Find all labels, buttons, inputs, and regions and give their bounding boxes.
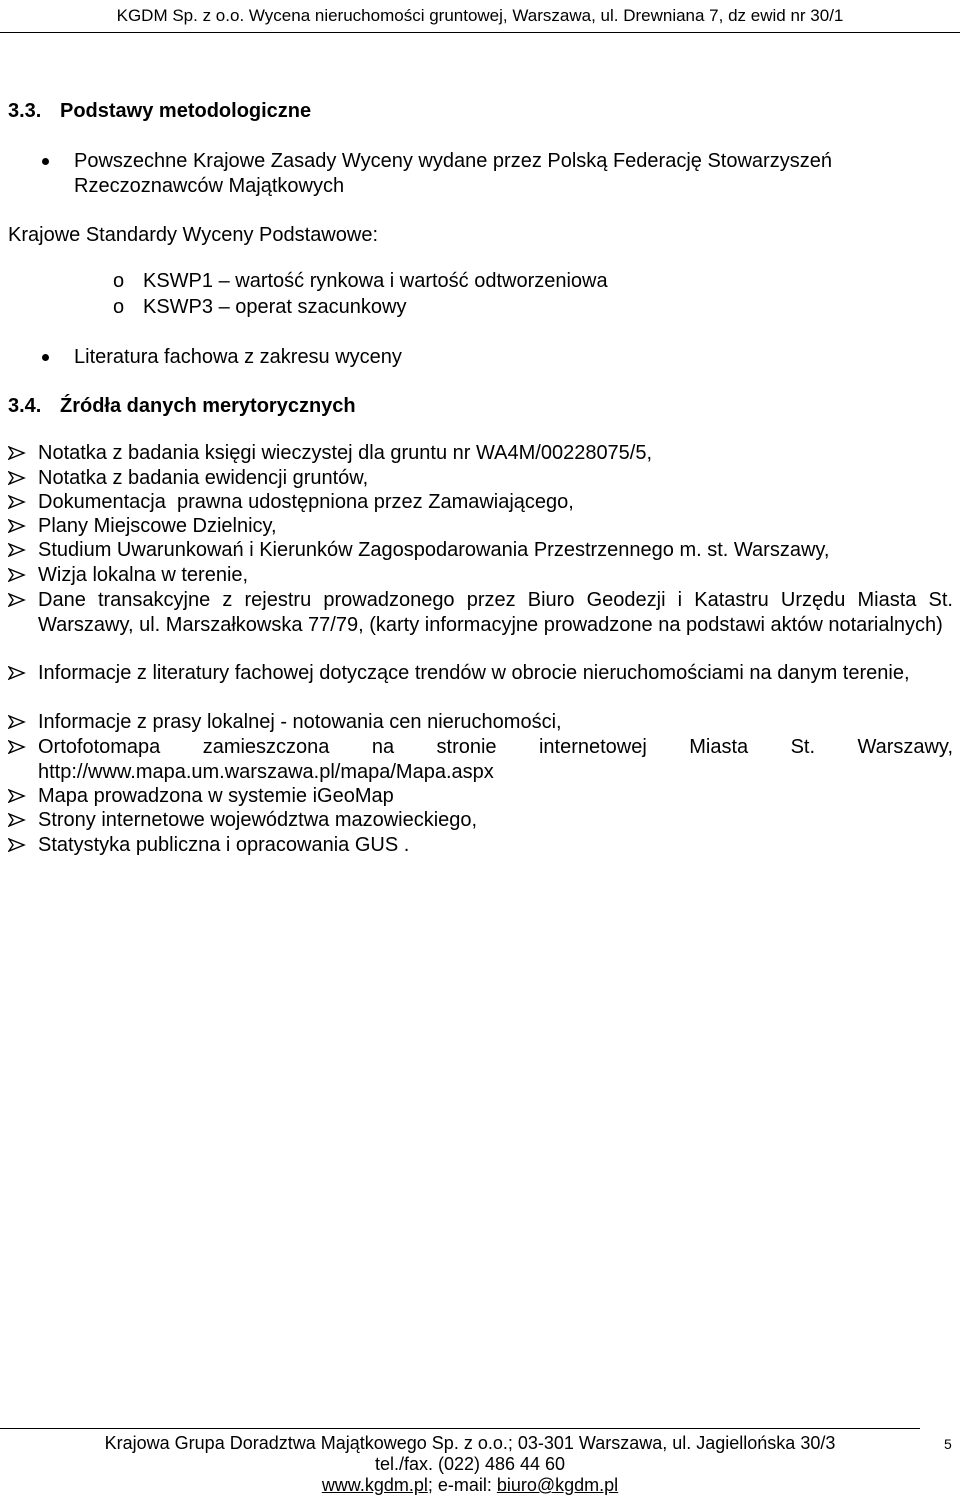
section-3-4-title: Źródła danych merytorycznych [60,395,356,417]
page-number: 5 [944,1436,952,1452]
email-link[interactable]: biuro@kgdm.pl [496,1475,619,1495]
source-list-item: Dane transakcyjne z rejestru prowadzonego przez Biuro Geodezji i Katastru Urzędu Miasta St. Warszawy, ul. Marszałkowska 77/79, (karty informacyjne prowadzone na podstawi aktów notarialnych) [38,589,953,636]
source-list-item: Notatka z badania ewidencji gruntów, [38,467,369,489]
source-list-item: Informacje z literatury fachowej dotyczące trendów w obrocie nieruchomościami na danym terenie, [38,662,910,684]
arrow-bullet-icon [8,543,26,557]
arrow-bullet-icon [8,666,26,680]
arrow-bullet-icon [8,838,26,852]
bullet-text: Powszechne Krajowe Zasady Wyceny wydane przez Polską Federację Stowarzyszeń [74,150,832,172]
source-list-item: Mapa prowadzona w systemie iGeoMap [38,785,394,807]
standards-label: Krajowe Standardy Wyceny Podstawowe: [8,224,378,246]
footer-divider [0,1428,920,1429]
arrow-bullet-icon [8,446,26,460]
source-list-item: Statystyka publiczna i opracowania GUS . [38,834,410,856]
source-list-item: Dokumentacja prawna udostępniona przez Zamawiającego, [38,491,574,513]
arrow-bullet-icon [8,740,26,754]
section-3-3-title: Podstawy metodologiczne [60,100,312,122]
source-list-item: Wizja lokalna w terenie, [38,564,249,586]
bullet-text-continuation: Rzeczoznawców Majątkowych [74,175,345,197]
header-divider [0,32,960,33]
footer-separator: ; e-mail: [427,1475,497,1495]
source-list-item: Informacje z prasy lokalnej - notowania cen nieruchomości, [38,711,562,733]
arrow-bullet-icon [8,568,26,582]
sub-list-item: KSWP3 – operat szacunkowy [143,296,407,318]
source-list-item: Strony internetowe województwa mazowieckiego, [38,809,478,831]
map-url-text: http://www.mapa.um.warszawa.pl/mapa/Mapa.aspx [38,761,494,783]
arrow-bullet-icon [8,593,26,607]
section-3-3-number: 3.3. [8,100,42,122]
bullet-text: Literatura fachowa z zakresu wyceny [74,346,402,368]
source-list-item: Ortofotomapa zamieszczona na stronie internetowej Miasta St. Warszawy, [38,736,953,758]
arrow-bullet-icon [8,471,26,485]
circle-bullet-icon: o [113,270,125,292]
arrow-bullet-icon [8,813,26,827]
arrow-bullet-icon [8,495,26,509]
running-header: KGDM Sp. z o.o. Wycena nieruchomości gruntowej, Warszawa, ul. Drewniana 7, dz ewid nr 30/1 [116,6,844,25]
source-list-item: Studium Uwarunkowań i Kierunków Zagospodarowania Przestrzennego m. st. Warszawy, [38,539,830,561]
source-list-item: Notatka z badania księgi wieczystej dla gruntu nr WA4M/00228075/5, [38,442,653,464]
footer-address: Krajowa Grupa Doradztwa Majątkowego Sp. z o.o.; 03-301 Warszawa, ul. Jagiellońska 30/3 [104,1433,836,1453]
sub-list-item: KSWP1 – wartość rynkowa i wartość odtworzeniowa [143,270,608,292]
arrow-bullet-icon [8,519,26,533]
website-link[interactable]: www.kgdm.pl [321,1475,428,1495]
bullet-dot-icon [42,158,49,165]
circle-bullet-icon: o [113,296,125,318]
source-list-item: Plany Miejscowe Dzielnicy, [38,515,277,537]
bullet-dot-icon [42,354,49,361]
arrow-bullet-icon [8,789,26,803]
footer-contact [40,1475,900,1496]
arrow-bullet-icon [8,715,26,729]
section-3-4-number: 3.4. [8,395,42,417]
footer-phone: tel./fax. (022) 486 44 60 [374,1454,566,1474]
